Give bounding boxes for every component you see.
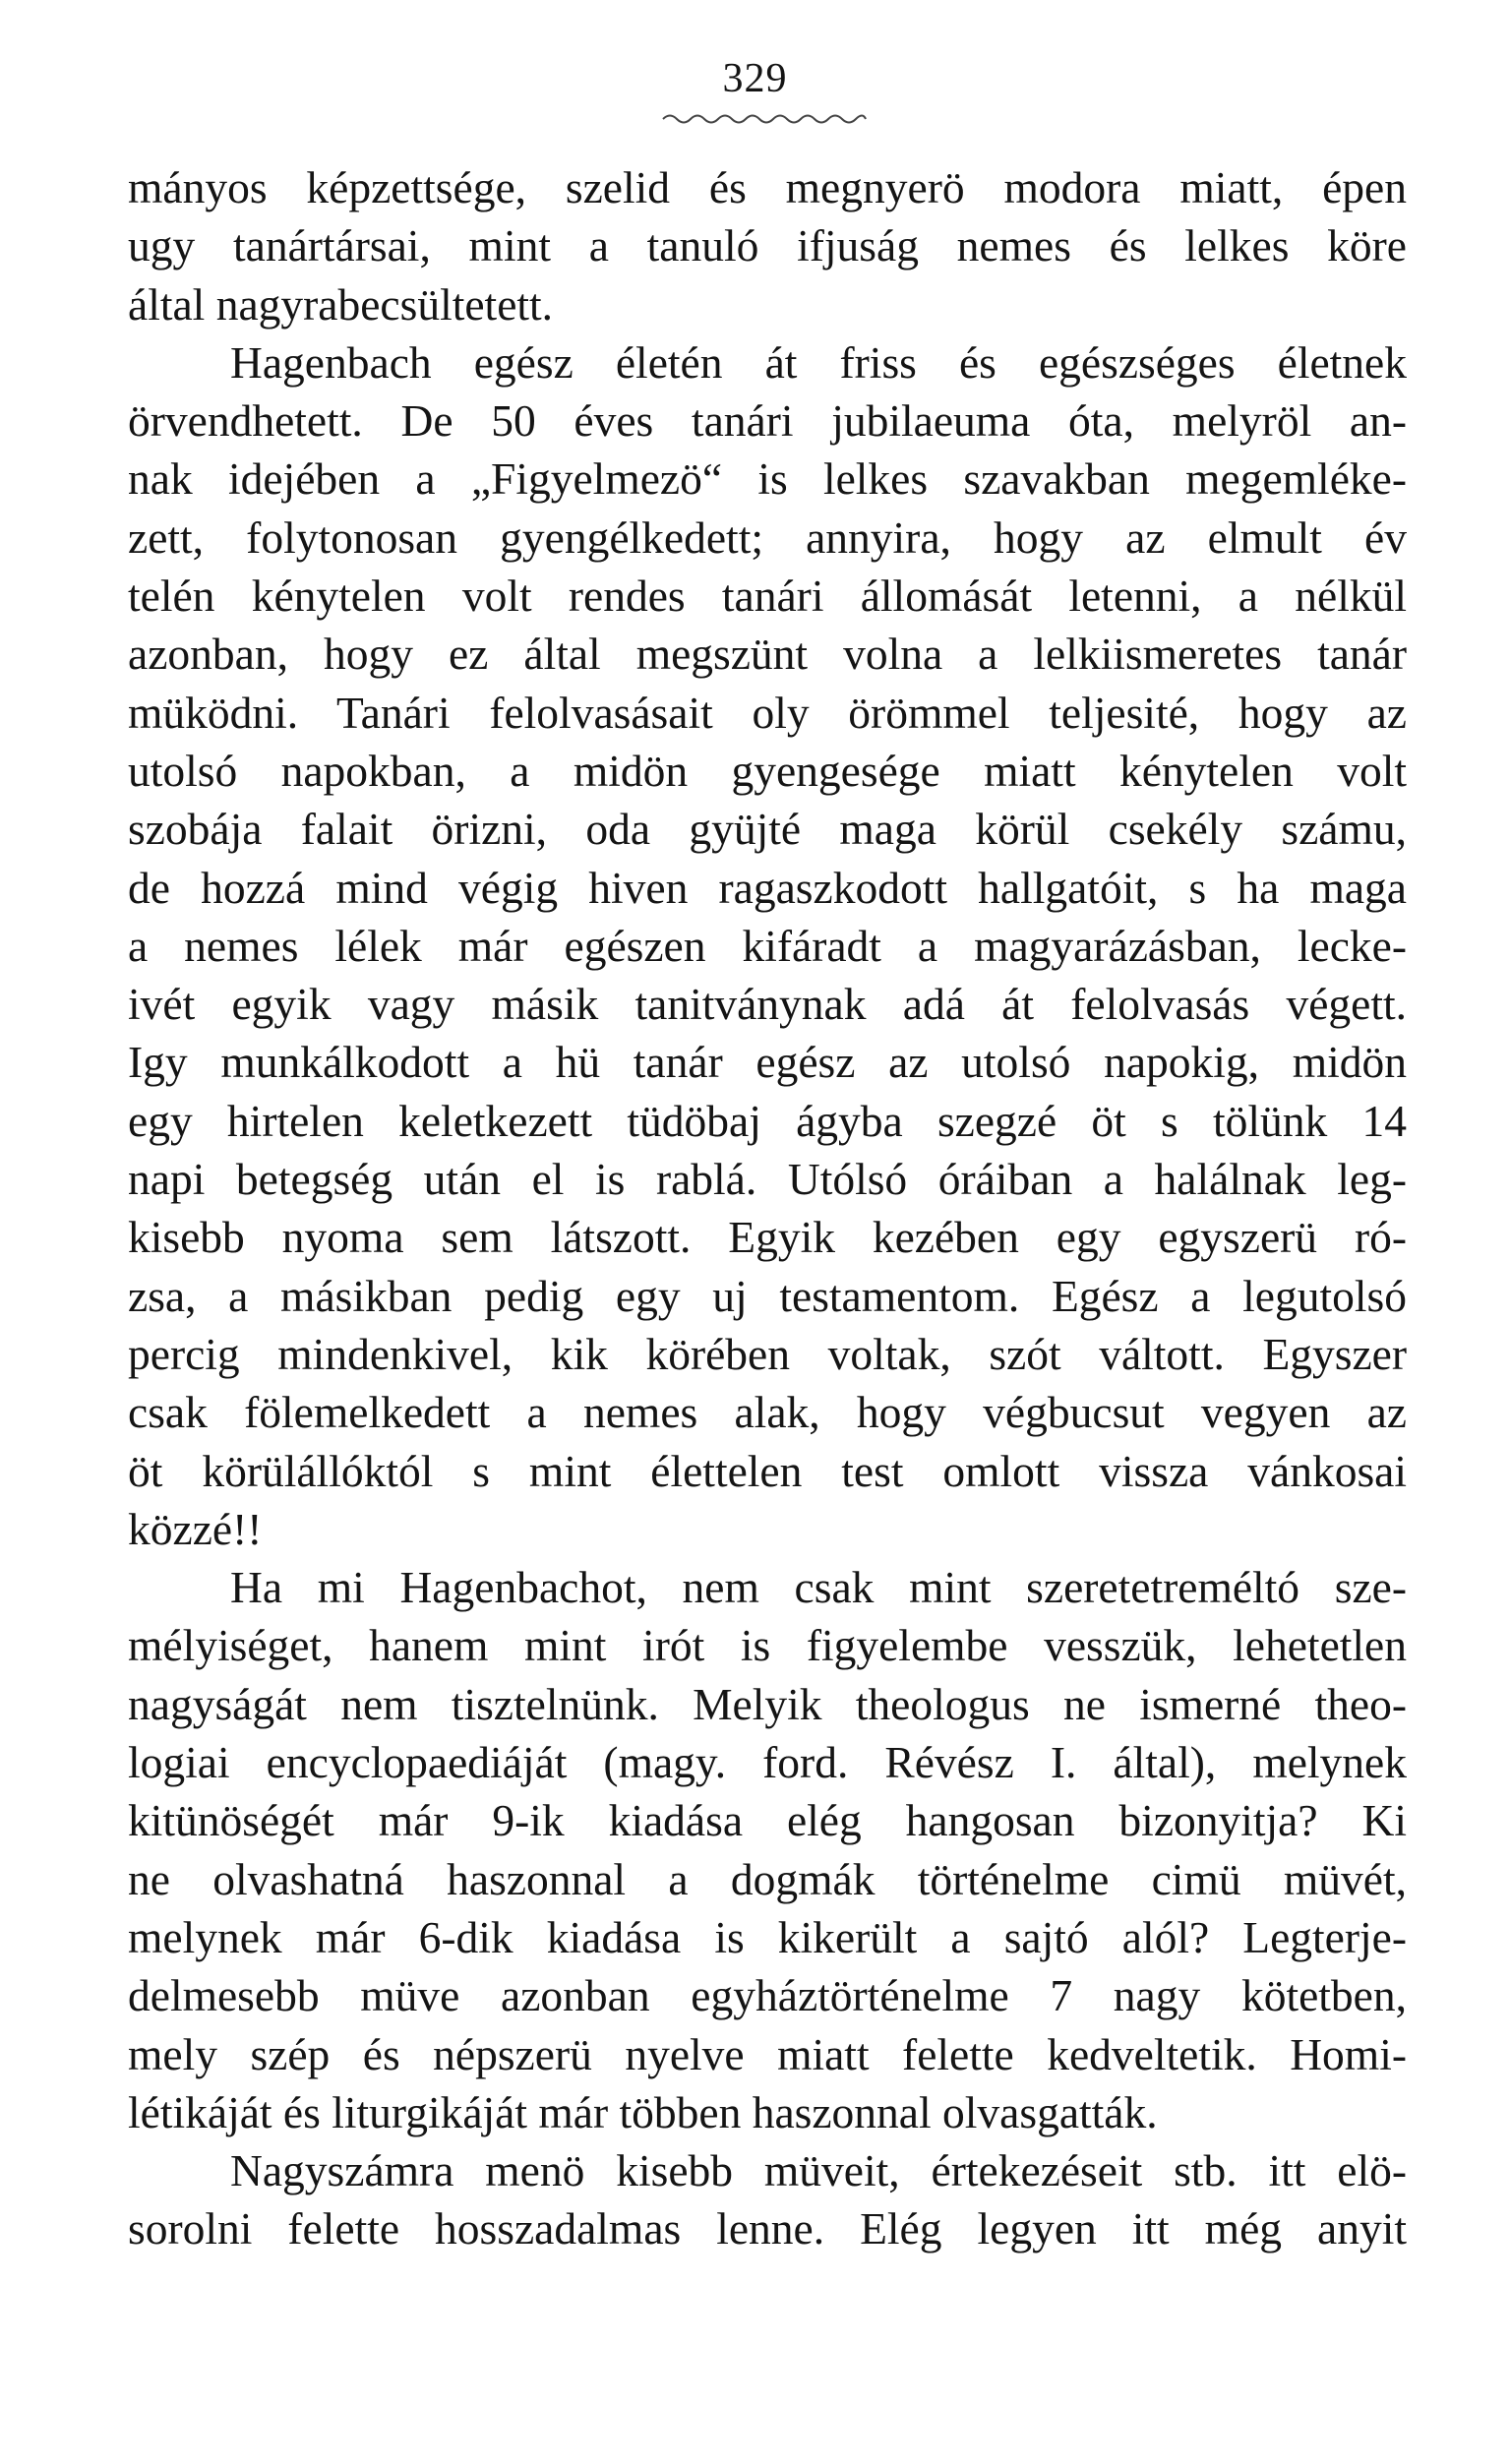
text-line: logiai encyclopaediáját (magy. ford. Révész I. által), melynek bbox=[128, 1737, 1407, 1788]
text-line: Igy munkálkodott a hü tanár egész az utolsó napokig, midön bbox=[128, 1037, 1407, 1088]
text-line: sorolni felette hosszadalmas lenne. Elég legyen itt még anyit bbox=[128, 2203, 1407, 2254]
text-line: ugy tanártársai, mint a tanuló ifjuság nemes és lelkes köre bbox=[128, 220, 1407, 271]
text-line: mányos képzettsége, szelid és megnyerö modora miatt, épen bbox=[128, 162, 1407, 212]
text-line: müködni. Tanári felolvasásait oly örömmel teljesité, hogy az bbox=[128, 687, 1407, 738]
text-line: zett, folytonosan gyengélkedett; annyira, hogy az elmult év bbox=[128, 511, 1407, 563]
text-line: de hozzá mind végig hiven ragaszkodott hallgatóit, s ha maga bbox=[128, 862, 1407, 913]
text-line: mélyiséget, hanem mint irót is figyelembe vesszük, lehetetlen bbox=[128, 1620, 1407, 1671]
text-line: Ha mi Hagenbachot, nem csak mint szeretetreméltó sze- bbox=[230, 1562, 1407, 1613]
text-line: kitünöségét már 9-ik kiadása elég hangosan bizonyitja? Ki bbox=[128, 1795, 1407, 1846]
text-line: öt körülállóktól s mint élettelen test omlott vissza vánkosai bbox=[128, 1445, 1407, 1496]
text-line: zsa, a másikban pedig egy uj testamentom. Egész a legutolsó bbox=[128, 1270, 1407, 1321]
text-line: ivét egyik vagy másik tanitványnak adá át felolvasás végett. bbox=[128, 979, 1407, 1030]
text-line: melynek már 6-dik kiadása is kikerült a sajtó alól? Legterje- bbox=[128, 1911, 1407, 1962]
page-number: 329 bbox=[722, 56, 788, 101]
text-line: egy hirtelen keletkezett tüdöbaj ágyba szegzé öt s tölünk 14 bbox=[128, 1095, 1407, 1146]
text-line: nak idejében a „Figyelmezö“ is lelkes szavakban megemléke- bbox=[128, 453, 1407, 505]
text-line: közzé!! bbox=[128, 1503, 263, 1554]
text-line: nagyságát nem tisztelnünk. Melyik theologus ne ismerné theo- bbox=[128, 1678, 1407, 1729]
text-line: azonban, hogy ez által megszünt volna a lelkiismeretes tanár bbox=[128, 629, 1407, 680]
text-line: mely szép és népszerü nyelve miatt felette kedveltetik. Homi- bbox=[128, 2028, 1407, 2079]
text-line: létikáját és liturgikáját már többen haszonnal olvasgatták. bbox=[128, 2086, 1158, 2137]
text-line: kisebb nyoma sem látszott. Egyik kezében egy egyszerü ró- bbox=[128, 1212, 1407, 1263]
text-line: szobája falait örizni, oda gyüjté maga körül csekély számu, bbox=[128, 804, 1407, 855]
wavy-rule-ornament bbox=[661, 110, 868, 128]
text-line: ne olvashatná haszonnal a dogmák történelme cimü müvét, bbox=[128, 1853, 1407, 1904]
text-line: örvendhetett. De 50 éves tanári jubilaeuma óta, melyröl an- bbox=[128, 395, 1407, 447]
text-line: telén kénytelen volt rendes tanári állomását letenni, a nélkül bbox=[128, 571, 1407, 622]
text-line: napi betegség után el is rablá. Utólsó óráiban a halálnak leg- bbox=[128, 1154, 1407, 1205]
text-line: a nemes lélek már egészen kifáradt a magyarázásban, lecke- bbox=[128, 920, 1407, 971]
text-line: delmesebb müve azonban egyháztörténelme 7 nagy kötetben, bbox=[128, 1970, 1407, 2021]
text-line: percig mindenkivel, kik körében voltak, szót váltott. Egyszer bbox=[128, 1328, 1407, 1379]
text-line: által nagyrabecsültetett. bbox=[128, 278, 554, 330]
text-line: csak fölemelkedett a nemes alak, hogy végbucsut vegyen az bbox=[128, 1387, 1407, 1438]
body-text bbox=[128, 158, 1407, 2258]
text-line: Nagyszámra menö kisebb müveit, értekezéseit stb. itt elö- bbox=[230, 2145, 1407, 2196]
text-line: Hagenbach egész életén át friss és egészséges életnek bbox=[230, 336, 1407, 388]
text-line: utolsó napokban, a midön gyengesége miatt kénytelen volt bbox=[128, 745, 1407, 796]
